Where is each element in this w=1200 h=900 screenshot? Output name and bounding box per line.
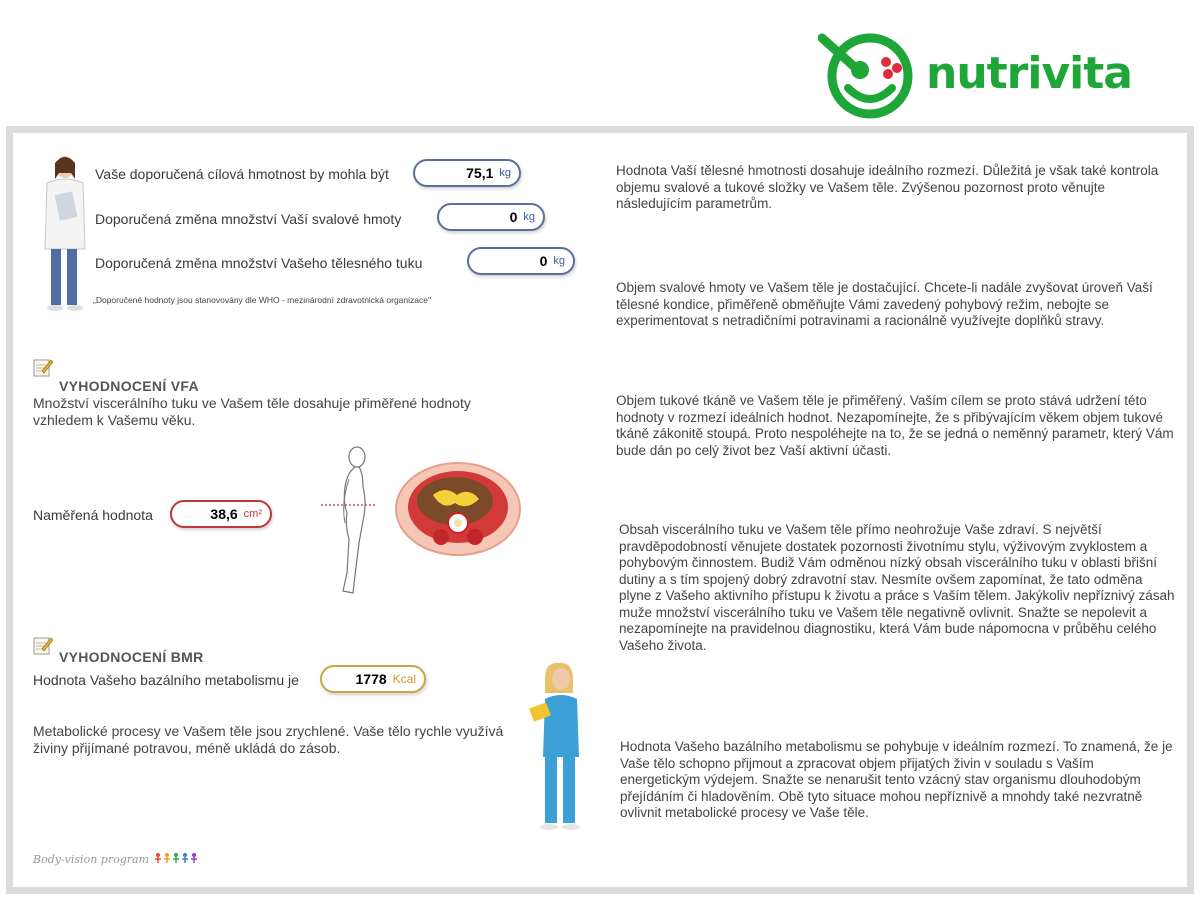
nutrivita-logo: [818, 30, 1132, 120]
brand-name: nutrivita: [926, 48, 1132, 99]
bmr-evaluation-text: Hodnota Vašeho bazálního metabolismu se pohybuje v ideálním rozmezí. To znamená, že je Vaše tělo schopno přijmout a zpracovat objem přijatých živin v souladu s Vaším energetickým výdejem. Snažte se nenarušit tento vzácný stav organismu dlouhodobým přejídáním či hladověním. Obě tyto situace mohou nepříznivě a mnohdy také nezvratně ovlivnit metabolické procesy ve Vaše těle.: [620, 739, 1173, 820]
target-fat-value-box: [467, 247, 575, 275]
target-fat-unit: kg: [553, 255, 565, 267]
vfa-value: 38,6: [210, 506, 238, 522]
vfa-title: VYHODNOCENÍ VFA: [59, 378, 199, 394]
vfa-value-box: [170, 500, 272, 528]
target-weight-value-box: [413, 159, 521, 187]
weight-evaluation-text: Hodnota Vaší tělesné hmotnosti dosahuje ideálního rozmezí. Důležitá je však také kontrola objemu svalové a tukové složky ve Vašem těle. Zvýšenou pozornost proto věnujte následujícím parametrům.: [616, 163, 1159, 211]
vfa-measured-label: Naměřená hodnota: [33, 507, 153, 523]
target-weight-unit: kg: [499, 167, 511, 179]
notepad-icon-bmr: [33, 635, 53, 655]
bmr-label: Hodnota Vašeho bazálního metabolismu je: [33, 672, 299, 688]
body-silhouette: [319, 443, 379, 603]
bmr-value-box: [320, 665, 426, 693]
target-muscle-unit: kg: [523, 211, 535, 223]
bmr-value: 1778: [355, 671, 387, 687]
program-signature: Body-vision program: [33, 853, 149, 866]
abdomen-cross-section: [393, 459, 523, 559]
bmr-title: VYHODNOCENÍ BMR: [59, 649, 204, 665]
vfa-description: Množství viscerálního tuku ve Vašem těle dosahuje přiměřené hodnoty vzhledem k Vašemu věku.: [33, 395, 471, 428]
people-row-icon: [153, 851, 201, 867]
muscle-evaluation-text: Objem svalové hmoty ve Vašem těle je dostačující. Chcete-li nadále zvyšovat úroveň Vaší tělesné kondice, přiměřeně obměňujte Vámi zavedený pohybový režim, nebojte se experimentovat s netradičními potravinami a racionálně využívejte doplňků stravy.: [616, 280, 1153, 328]
target-weight-value: 75,1: [466, 165, 494, 181]
target-muscle-label: Doporučená změna množství Vaší svalové hmoty: [95, 211, 402, 227]
who-footnote: „Doporučené hodnoty jsou stanovovány dle WHO - mezinárodní zdravotnická organizace": [93, 295, 431, 305]
vfa-evaluation-text: Obsah viscerálního tuku ve Vašem těle přímo neohrožuje Vaše zdraví. S největší pravděpodobností věnujete dostatek pozornosti životnímu stylu, výživovým zvyklostem a pohybovým činnostem. Budiž Vám odměnou nízký obsah viscerálního tuku v oblasti břišní dutiny a s tím spojený dobrý zdravotní stav. Nesmíte ovšem zapomínat, že tato odměna plyne z Vašeho aktivního přístupu k životu a práce s Vaším tělem. Jakýkoliv nepříznivý zásah muže množství viscerálního tuku ve Vašem těle negativně ovlivnit. Snažte se nepolevit a nezapomínejte na pravidelnou diagnostiku, která Vám bude nápomocna v průběhu celého Vašeho života.: [619, 522, 1175, 653]
target-fat-value: 0: [539, 253, 548, 269]
nurse-figure: [523, 659, 593, 835]
target-fat-label: Doporučená změna množství Vašeho tělesného tuku: [95, 255, 423, 271]
notepad-icon: [33, 357, 53, 377]
bmr-unit: Kcal: [392, 672, 416, 686]
doctor-figure: [37, 153, 93, 313]
fat-evaluation-text: Objem tukové tkáně ve Vašem těle je přiměřený. Vaším cílem se proto stává udržení této hodnoty v rozmezí ideálních hodnot. Nezapomínejte, že s přibývajícím věkem objem tukové tkáně zákonitě stoupá. Proto nespoléhejte na to, že se jedná o neměnný parametr, který Vám bude dán po celý život bez Vaší aktivní účasti.: [616, 393, 1174, 458]
smiley-logo-icon: [818, 30, 928, 120]
target-muscle-value-box: [437, 203, 545, 231]
target-weight-label: Vaše doporučená cílová hmotnost by mohla být: [95, 166, 389, 182]
target-muscle-value: 0: [509, 209, 518, 225]
vfa-unit: cm²: [243, 508, 262, 520]
results-panel: [6, 126, 1194, 894]
bmr-description: Metabolické procesy ve Vašem těle jsou zrychlené. Vaše tělo rychle využívá živiny přijímané potravou, méně ukládá do zásob.: [33, 723, 504, 756]
